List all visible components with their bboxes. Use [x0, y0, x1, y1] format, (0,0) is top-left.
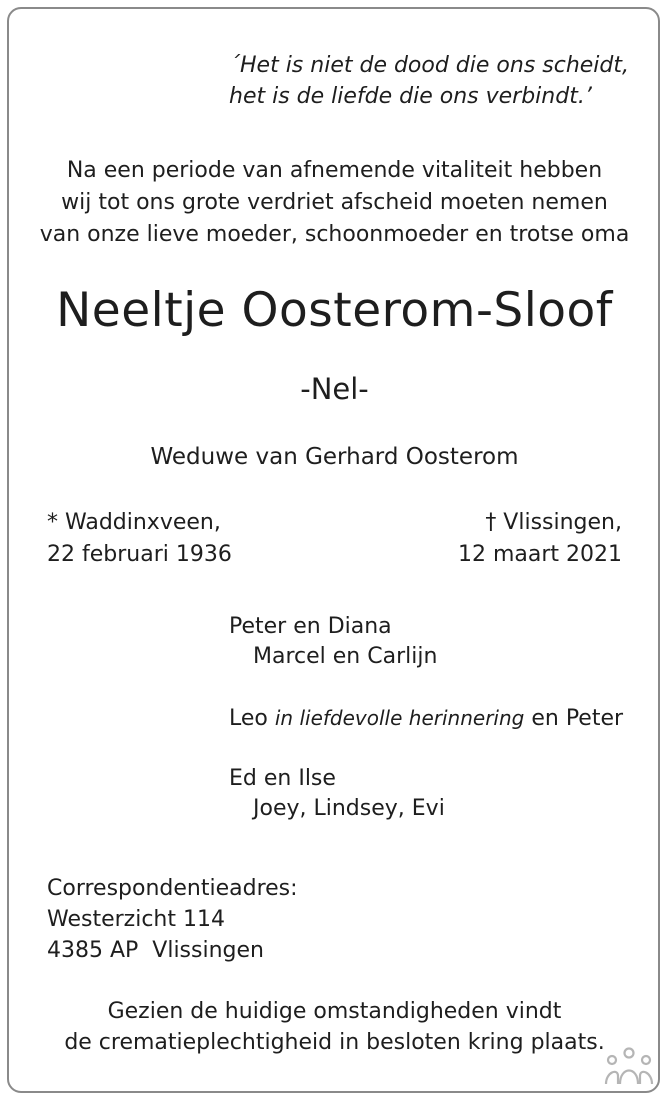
death-place: † Vlissingen,: [485, 510, 622, 535]
widow-of: Weduwe van Gerhard Oosterom: [150, 444, 519, 470]
death-date: 12 maart 2021: [457, 542, 622, 567]
family-name-peter: en Peter: [531, 706, 624, 731]
closing-line-1: Gezien de huidige omstandigheden vindt: [107, 999, 562, 1024]
intro-line-1: Na een periode van afnemende vitaliteit hebben: [66, 158, 603, 183]
intro-text: [0, 155, 669, 251]
death-info: [458, 507, 622, 571]
intro-line-3: van onze lieve moeder, schoonmoeder en trotse oma: [39, 222, 630, 247]
correspondence-city: 4385 AP Vlissingen: [47, 938, 264, 963]
deceased-nickname: -Nel-: [300, 372, 369, 406]
correspondence-label: Correspondentieadres:: [47, 876, 298, 901]
birth-info: [47, 507, 232, 571]
family-group-3: [229, 764, 445, 824]
opening-quote: [229, 50, 629, 112]
quote-line-1: ´Het is niet de dood die ons scheidt,: [229, 53, 630, 78]
birth-place: * Waddinxveen,: [47, 510, 221, 535]
closing-note: [0, 996, 669, 1058]
intro-line-2: wij tot ons grote verdriet afscheid moeten nemen: [61, 190, 608, 215]
quote-line-2: het is de liefde die ons verbindt.’: [229, 84, 592, 109]
correspondence-address: [47, 873, 298, 966]
family-group-2: [229, 703, 623, 734]
family-children: Joey, Lindsey, Evi: [253, 796, 445, 821]
family-group-1: [229, 612, 437, 672]
family-parents: Peter en Diana: [229, 614, 392, 639]
closing-line-2: de crematieplechtigheid in besloten kring plaats.: [64, 1030, 605, 1055]
family-people-icon: [604, 1046, 654, 1088]
correspondence-street: Westerzicht 114: [47, 907, 225, 932]
deceased-name: Neeltje Oosterom-Sloof: [56, 283, 613, 338]
family-name-leo: Leo: [229, 706, 268, 731]
family-parents: Ed en Ilse: [229, 766, 336, 791]
in-memory-note: in liefdevolle herinnering: [274, 706, 525, 730]
family-children: Marcel en Carlijn: [253, 644, 438, 669]
birth-date: 22 februari 1936: [47, 542, 232, 567]
